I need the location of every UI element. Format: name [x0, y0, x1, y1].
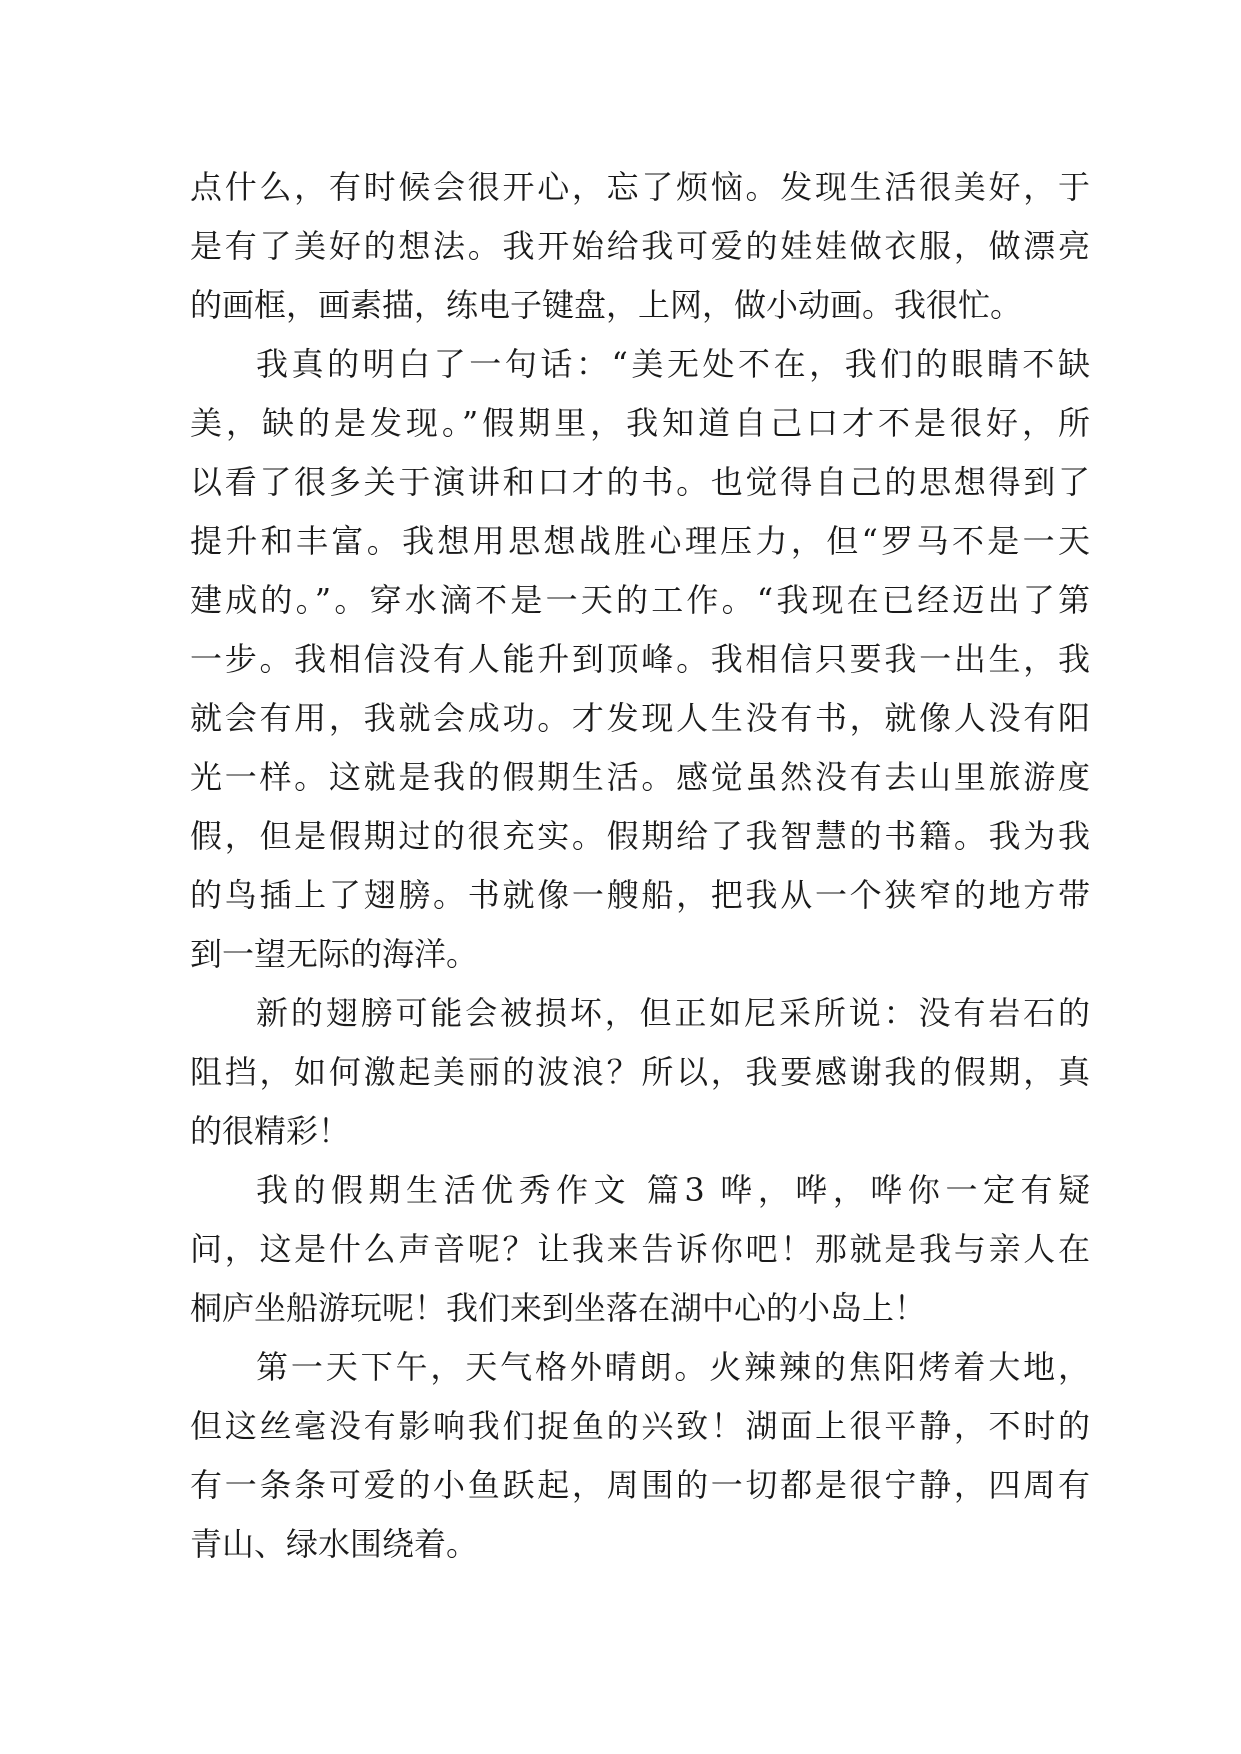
text-line: 阻挡，如何激起美丽的波浪？所以，我要感谢我的假期，真: [190, 1053, 1090, 1091]
text-line: 但这丝毫没有影响我们捉鱼的兴致！湖面上很平静，不时的: [190, 1407, 1090, 1445]
text-line: 假，但是假期过的很充实。假期给了我智慧的书籍。我为我: [190, 817, 1090, 855]
text-line: 问，这是什么声音呢？让我来告诉你吧！那就是我与亲人在: [190, 1230, 1090, 1268]
text-line: 一步。我相信没有人能升到顶峰。我相信只要我一出生，我: [190, 640, 1090, 678]
section-heading-line: 我的假期生活优秀作文 篇3 哗，哗，哗你一定有疑: [256, 1171, 1090, 1209]
text-line: 的画框，画素描，练电子键盘，上网，做小动画。我很忙。: [190, 286, 1023, 324]
text-line: 我真的明白了一句话：“美无处不在，我们的眼睛不缺: [256, 345, 1090, 383]
text-line: 光一样。这就是我的假期生活。感觉虽然没有去山里旅游度: [190, 758, 1090, 796]
document-body: [190, 158, 1090, 1574]
text-line: 提升和丰富。我想用思想战胜心理压力，但“罗马不是一天: [190, 522, 1090, 560]
text-line: 的很精彩！: [190, 1112, 351, 1150]
text-line: 美，缺的是发现。”假期里，我知道自己口才不是很好，所: [190, 404, 1090, 442]
text-line: 有一条条可爱的小鱼跃起，周围的一切都是很宁静，四周有: [190, 1466, 1090, 1504]
text-line: 是有了美好的想法。我开始给我可爱的娃娃做衣服，做漂亮: [190, 227, 1090, 265]
text-line: 的鸟插上了翅膀。书就像一艘船，把我从一个狭窄的地方带: [190, 876, 1090, 914]
text-line: 第一天下午，天气格外晴朗。火辣辣的焦阳烤着大地，: [256, 1348, 1090, 1386]
text-line: 桐庐坐船游玩呢！我们来到坐落在湖中心的小岛上！: [190, 1289, 927, 1327]
text-line: 到一望无际的海洋。: [190, 935, 479, 973]
text-line: 以看了很多关于演讲和口才的书。也觉得自己的思想得到了: [190, 463, 1090, 501]
text-line: 点什么，有时候会很开心，忘了烦恼。发现生活很美好，于: [190, 168, 1090, 206]
text-line: 就会有用，我就会成功。才发现人生没有书，就像人没有阳: [190, 699, 1090, 737]
text-line: 建成的。”。穿水滴不是一天的工作。“我现在已经迈出了第: [190, 581, 1090, 619]
text-line: 新的翅膀可能会被损坏，但正如尼采所说：没有岩石的: [256, 994, 1090, 1032]
text-line: 青山、绿水围绕着。: [190, 1525, 479, 1563]
